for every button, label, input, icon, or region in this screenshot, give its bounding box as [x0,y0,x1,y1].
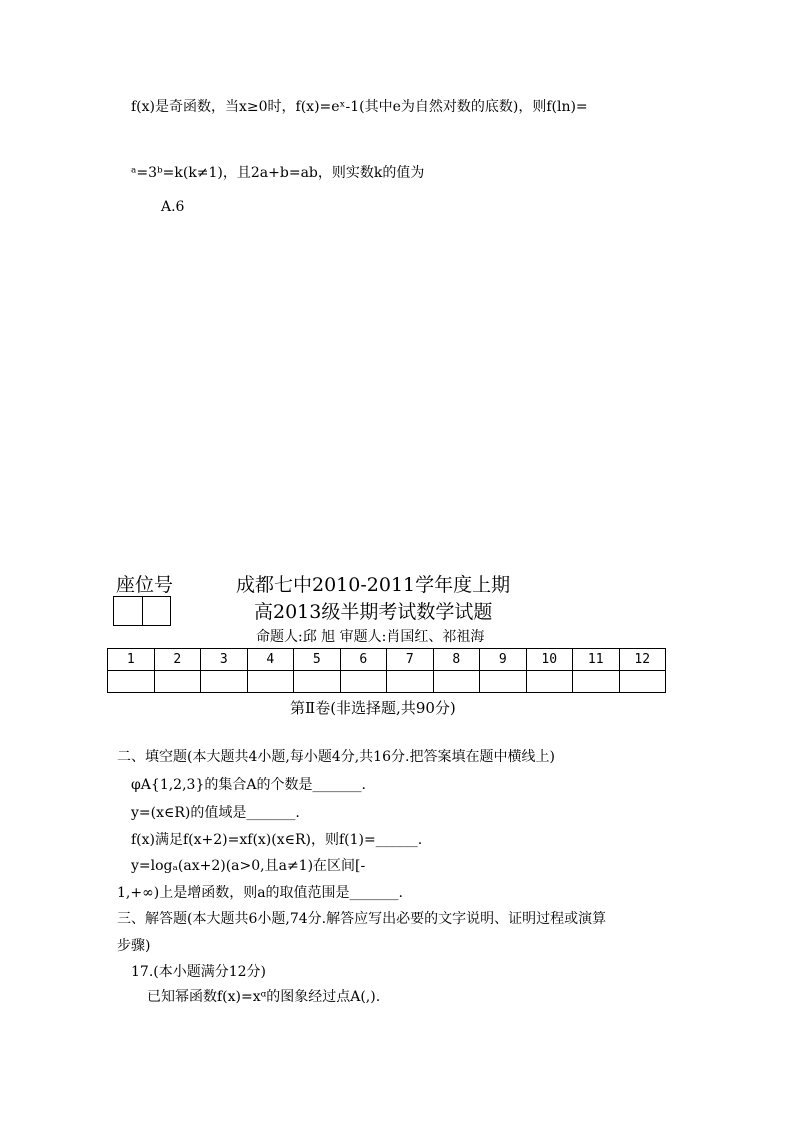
seat-number-box [113,596,171,626]
answer-number-cell: 7 [387,649,434,671]
solve-heading-cont: 步骤) [117,938,151,954]
question-16-part-2: 1,+∞)上是增函数，则a的取值范围是_______. [117,885,404,901]
question-15: f(x)满足f(x+2)=xf(x)(x∈R)，则f(1)=______. [131,832,423,848]
seat-cell-1 [114,597,142,625]
question-13: φA{1,2,3}的集合A的个数是_______. [131,777,366,793]
fill-blank-heading: 二、填空题(本大题共4小题,每小题4分,共16分.把答案填在题中横线上) [117,749,555,765]
answer-number-cell: 2 [154,649,201,671]
fragment-line-3: A.6 [161,199,185,215]
answer-number-cell: 1 [108,649,155,671]
answer-number-cell: 12 [619,649,666,671]
fragment-line-2: ᵃ=3ᵇ=k(k≠1)，且2a+b=ab，则实数k的值为 [131,165,425,181]
answer-blank-cell[interactable] [201,671,248,693]
exam-title: 成都七中2010-2011学年度上期 [236,574,511,596]
answer-blank-cell[interactable] [526,671,573,693]
section-2-title: 第Ⅱ卷(非选择题,共90分) [290,699,456,717]
exam-authors: 命题人:邱 旭 审题人:肖国红、祁祖海 [256,629,485,645]
answer-blank-row [108,671,666,693]
answer-number-cell: 6 [340,649,387,671]
question-14: y=(x∈R)的值域是_______. [131,805,300,821]
answer-blank-cell[interactable] [340,671,387,693]
question-17-title: 17.(本小题满分12分) [131,964,267,980]
answer-table [107,648,666,693]
answer-number-cell: 11 [573,649,620,671]
answer-blank-cell[interactable] [573,671,620,693]
solve-heading: 三、解答题(本大题共6小题,74分.解答应写出必要的文字说明、证明过程或演算 [117,911,607,927]
answer-blank-cell[interactable] [294,671,341,693]
answer-number-cell: 9 [480,649,527,671]
answer-number-cell: 4 [247,649,294,671]
answer-blank-cell[interactable] [247,671,294,693]
seat-label: 座位号 [116,574,174,596]
answer-blank-cell[interactable] [108,671,155,693]
exam-subtitle: 高2013级半期考试数学试题 [254,601,493,623]
question-17-body: 已知幂函数f(x)=xᵅ的图象经过点A(,). [147,989,381,1005]
answer-number-cell: 3 [201,649,248,671]
answer-number-cell: 8 [433,649,480,671]
answer-number-row [108,649,666,671]
fragment-line-1: f(x)是奇函数，当x≥0时，f(x)=eˣ-1(其中e为自然对数的底数)，则f(ln)= [131,99,588,115]
answer-blank-cell[interactable] [387,671,434,693]
answer-blank-cell[interactable] [154,671,201,693]
seat-cell-2 [142,597,171,625]
answer-blank-cell[interactable] [619,671,666,693]
answer-blank-cell[interactable] [433,671,480,693]
question-16-part-1: y=logₐ(ax+2)(a>0,且a≠1)在区间[- [131,858,366,874]
answer-blank-cell[interactable] [480,671,527,693]
answer-number-cell: 10 [526,649,573,671]
answer-number-cell: 5 [294,649,341,671]
